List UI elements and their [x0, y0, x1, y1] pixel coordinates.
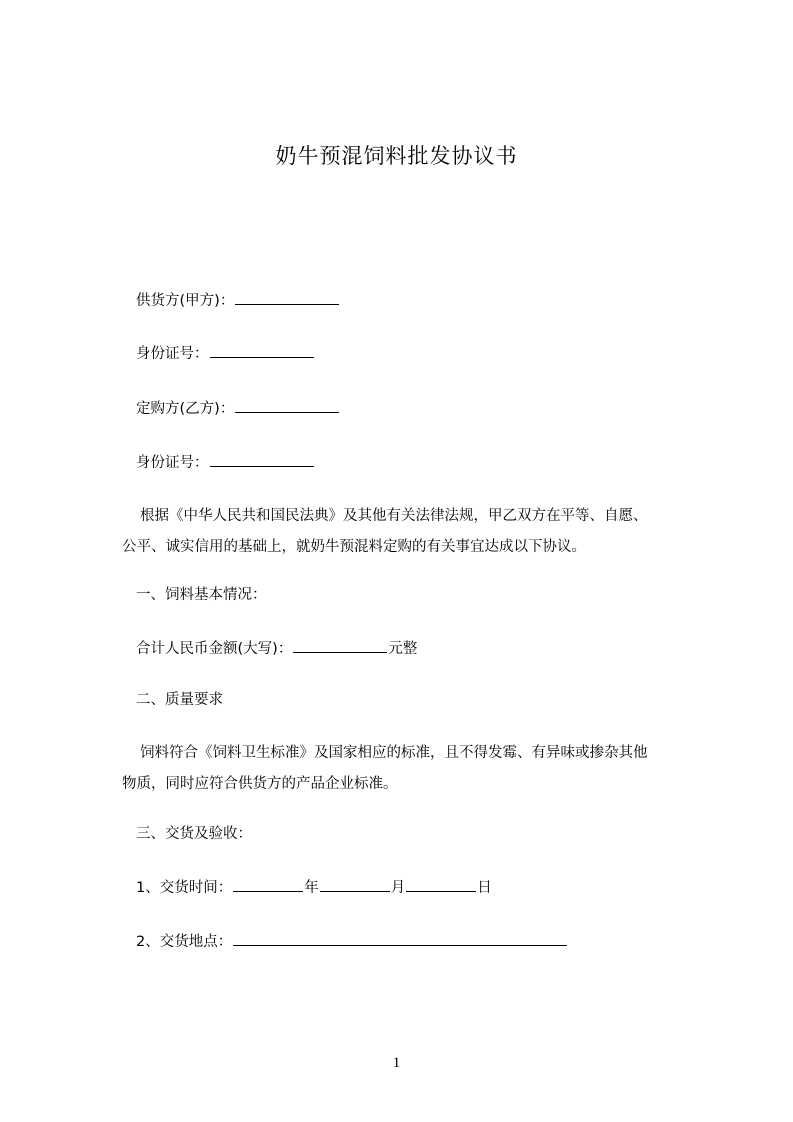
section1-heading: 一、饲料基本情况： [136, 587, 267, 603]
intro-line-1: 根据《中华人民共和国民法典》及其他有关法律法规，甲乙双方在平等、自愿、 [140, 508, 648, 524]
intro-line-2: 公平、诚实信用的基础上，就奶牛预混料定购的有关事宜达成以下协议。 [122, 539, 586, 555]
delivery-day-blank[interactable] [406, 877, 476, 892]
quality-paragraph [122, 743, 716, 805]
buyer-line [136, 398, 340, 419]
buyer-id-line [136, 452, 315, 473]
buyer-id-blank[interactable] [210, 452, 314, 467]
month-label: 月 [390, 880, 406, 896]
supplier-id-label: 身份证号： [136, 346, 209, 362]
section2-heading: 二、质量要求 [136, 692, 223, 708]
supplier-id-line [136, 343, 315, 364]
delivery-month-blank[interactable] [320, 877, 390, 892]
section3-heading: 三、交货及验收： [136, 826, 252, 842]
intro-paragraph [122, 506, 716, 568]
supplier-line [136, 290, 340, 311]
total-amount-line [136, 638, 417, 659]
supplier-id-blank[interactable] [210, 343, 314, 358]
day-label: 日 [477, 880, 492, 896]
buyer-id-label: 身份证号： [136, 455, 209, 471]
quality-line-1: 饲料符合《饲料卫生标准》及国家相应的标准，且不得发霉、有异味或掺杂其他 [140, 745, 648, 761]
delivery-time-label: 1、交货时间： [136, 880, 233, 896]
total-amount-blank[interactable] [293, 638, 387, 653]
buyer-label: 定购方(乙方)： [136, 401, 235, 417]
delivery-year-blank[interactable] [233, 877, 303, 892]
delivery-time-line [136, 877, 492, 898]
document-title: 奶牛预混饲料批发协议书 [275, 144, 518, 168]
delivery-place-line [136, 931, 568, 952]
delivery-place-blank[interactable] [233, 931, 567, 946]
page-number: 1 [392, 1055, 401, 1071]
total-amount-label: 合计人民币金额(大写)： [136, 641, 293, 657]
quality-line-2: 物质，同时应符合供货方的产品企业标准。 [122, 776, 398, 792]
buyer-name-blank[interactable] [235, 398, 339, 413]
supplier-name-blank[interactable] [235, 290, 339, 305]
total-amount-suffix: 元整 [388, 641, 418, 657]
year-label: 年 [304, 880, 319, 896]
supplier-label: 供货方(甲方)： [136, 293, 235, 309]
delivery-place-label: 2、交货地点： [136, 934, 233, 950]
